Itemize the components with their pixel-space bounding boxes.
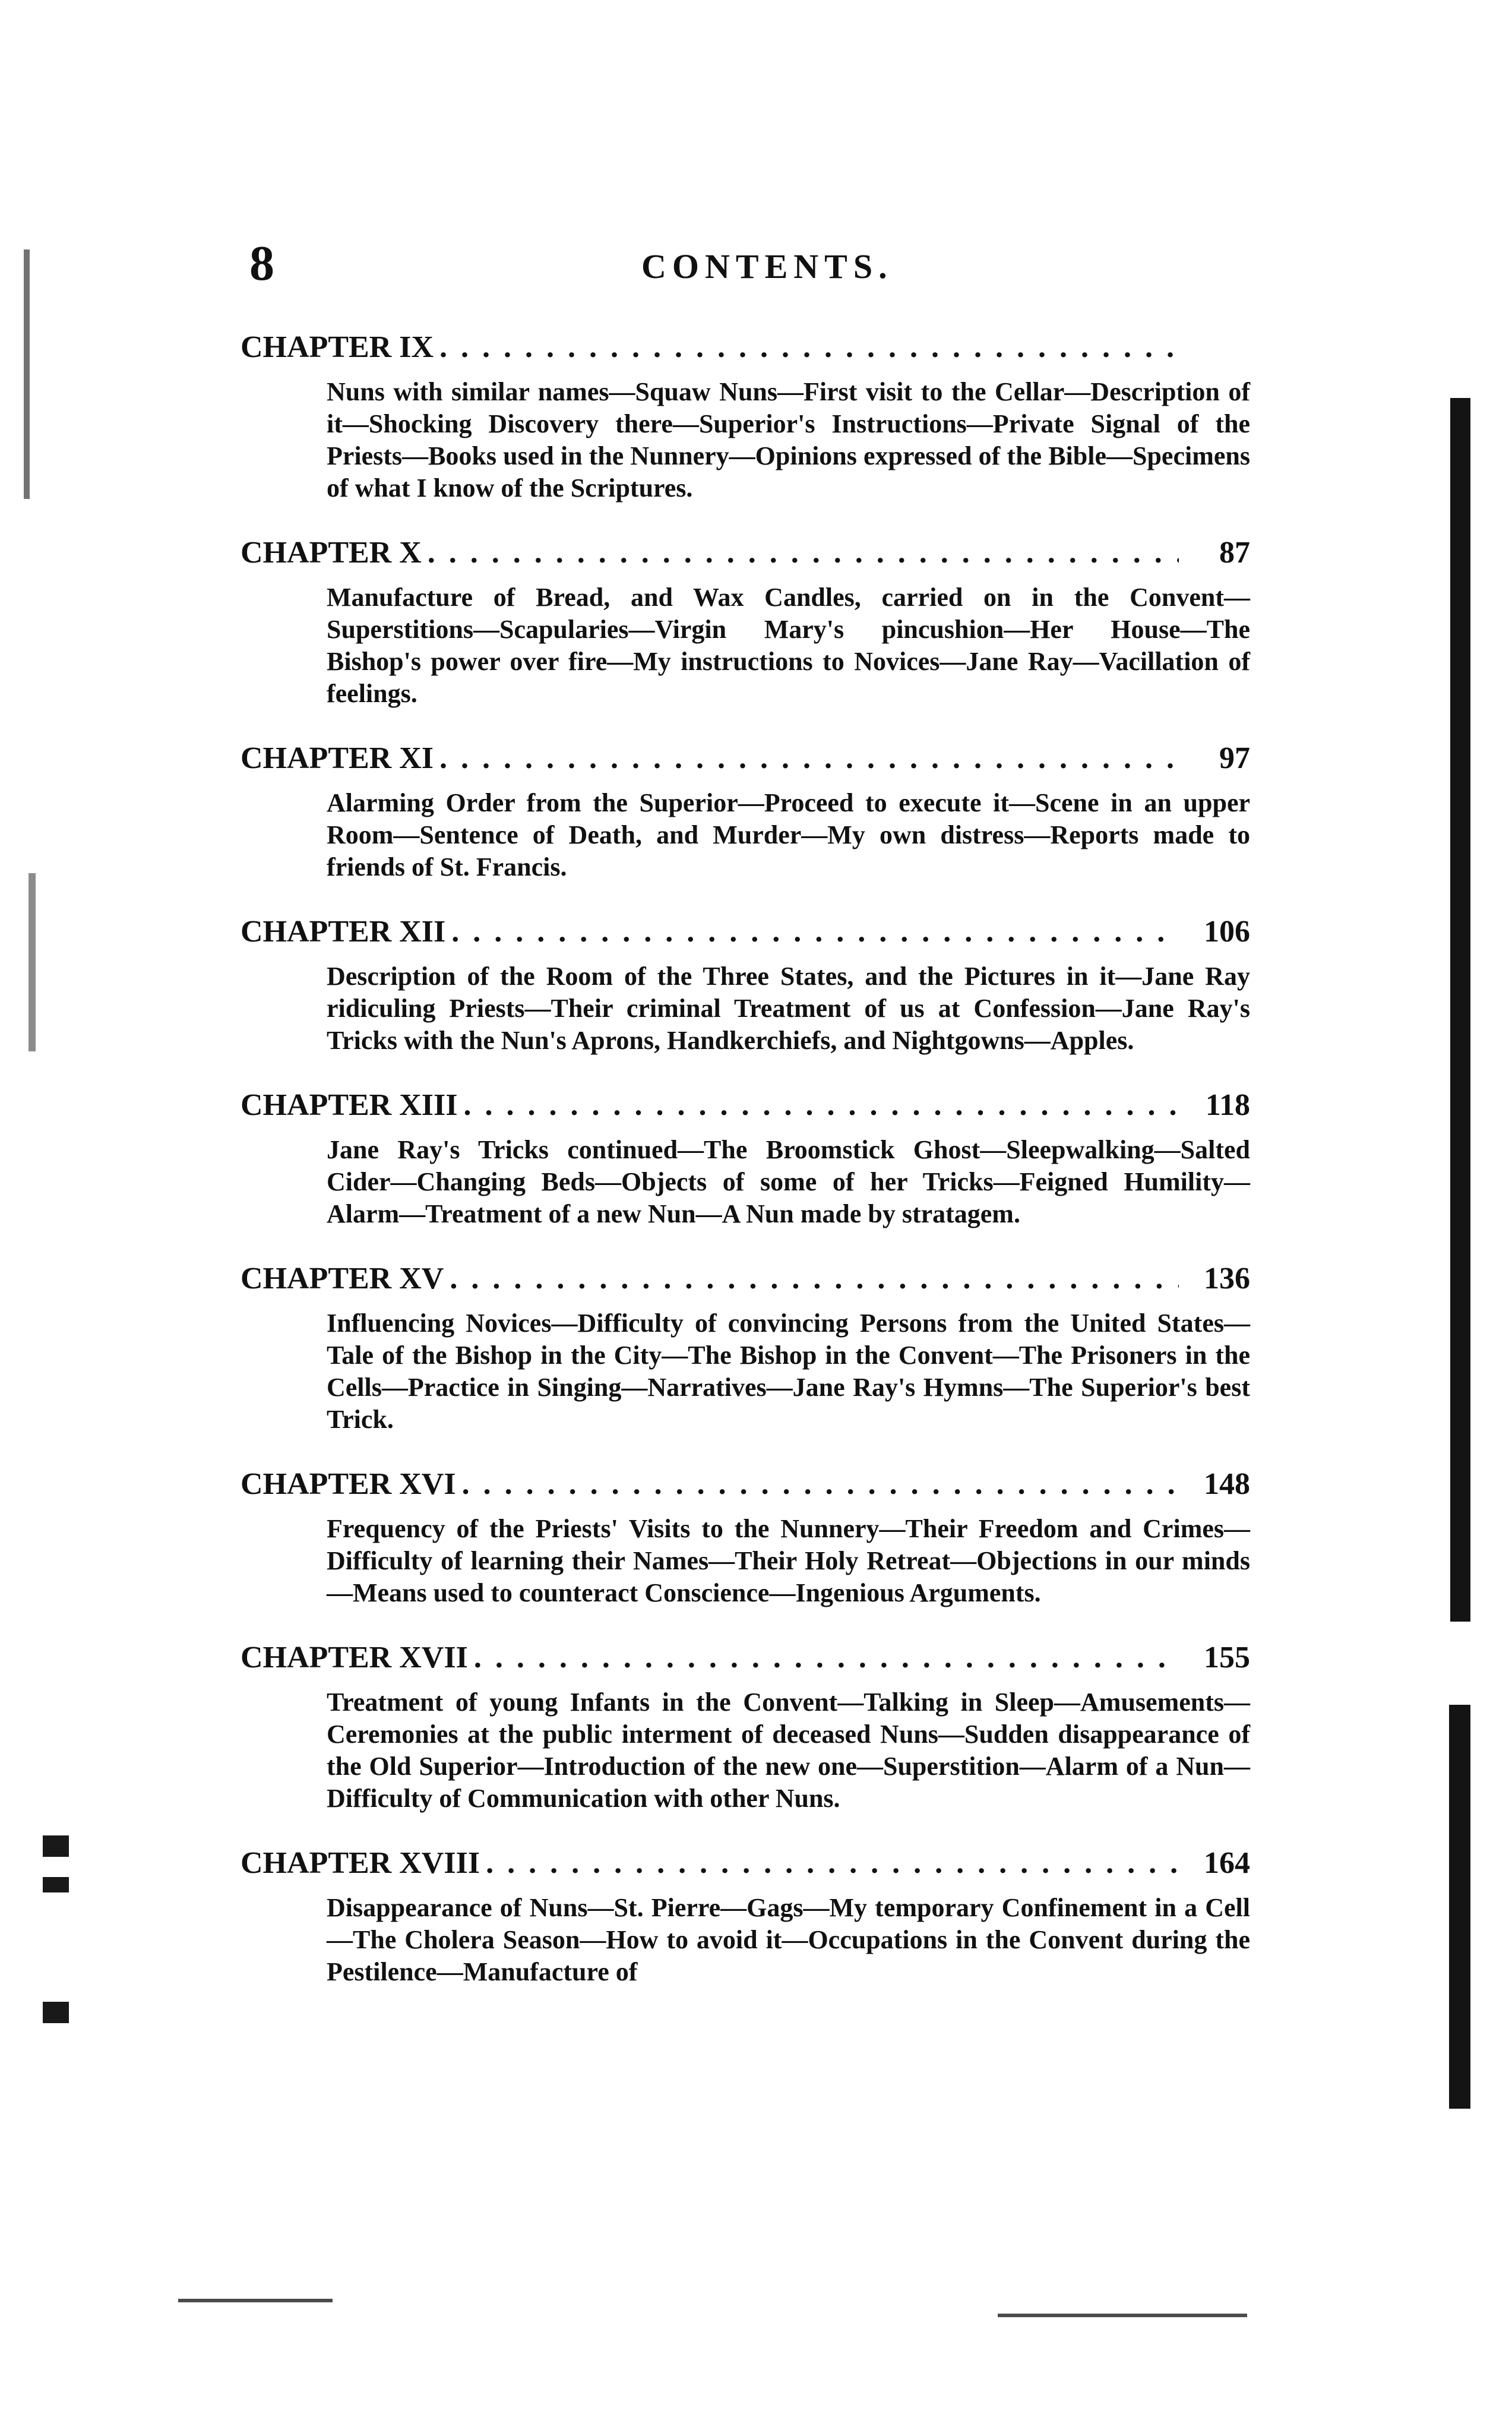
chapter-page: 148 — [1204, 1467, 1250, 1501]
chapter-summary: Alarming Order from the Superior—Proceed to execute it—Scene in an upper Room—Sentence of Death, and Murder—My own distress—Reports made to friends of St. Francis. — [327, 788, 1250, 881]
contents-entry — [241, 1846, 1250, 1988]
chapter-page: 87 — [1219, 536, 1250, 570]
chapter-summary: Nuns with similar names—Squaw Nuns—First visit to the Cellar—Description of it—Shocking Discovery there—Superior's Instructions—Private Signal of the Priests—Books used in the Nunnery—Opinions expressed of the Bible—Specimens of what I know of the Scriptures. — [327, 377, 1250, 503]
scan-edge-bottom-line — [178, 2299, 333, 2302]
chapter-title: CHAPTER XV — [241, 1262, 444, 1296]
chapter-title: CHAPTER IX — [241, 330, 434, 364]
chapter-page: 97 — [1219, 741, 1250, 775]
chapter-page: 164 — [1204, 1846, 1250, 1880]
chapter-page: 136 — [1204, 1262, 1250, 1296]
chapter-summary: Treatment of young Infants in the Convent—Talking in Sleep—Amusements—Ceremonies at the public interment of deceased Nuns—Sudden disappearance of the Old Superior—Introduction of the new one—Superstition—Alarm of a Nun—Difficulty of Communication with other Nuns. — [327, 1688, 1250, 1813]
chapter-line — [241, 1846, 1250, 1885]
running-title: CONTENTS. — [641, 247, 893, 286]
chapter-line — [241, 741, 1250, 780]
contents-entry — [241, 330, 1250, 504]
chapter-page: 118 — [1205, 1088, 1250, 1122]
scan-edge-left-mark-2 — [29, 873, 36, 1051]
chapter-summary: Disappearance of Nuns—St. Pierre—Gags—My temporary Confinement in a Cell—The Cholera Season—How to avoid it—Occupations in the Convent during the Pestilence—Manufacture of — [327, 1893, 1250, 1986]
dot-leader — [474, 1640, 1179, 1675]
contents-entry — [241, 914, 1250, 1057]
chapter-line — [241, 535, 1250, 574]
chapter-title: CHAPTER XIII — [241, 1088, 458, 1122]
page-header — [249, 235, 1259, 306]
dot-leader — [486, 1846, 1179, 1881]
chapter-line — [241, 1640, 1250, 1679]
chapter-title: CHAPTER XI — [241, 741, 434, 775]
chapter-line — [241, 1467, 1250, 1506]
dot-leader — [451, 914, 1179, 949]
scan-edge-left-block-2 — [43, 1877, 69, 1892]
chapter-summary: Influencing Novices—Difficulty of convincing Persons from the United States—Tale of the Bishop in the City—The Bishop in the Convent—The Prisoners in the Cells—Practice in Singing—Narratives—Jane Ray's Hymns—The Superior's best Trick. — [327, 1309, 1250, 1434]
contents-entry — [241, 1261, 1250, 1436]
contents-entry — [241, 1467, 1250, 1609]
scan-edge-left-mark — [24, 249, 30, 499]
chapter-title: CHAPTER XVII — [241, 1641, 468, 1674]
dot-leader — [462, 1467, 1179, 1502]
chapter-title: CHAPTER XVI — [241, 1467, 456, 1501]
scan-edge-right-bar-lower — [1449, 1705, 1470, 2109]
chapter-page: 155 — [1204, 1641, 1250, 1674]
dot-leader — [439, 330, 1179, 365]
chapter-page: 106 — [1204, 915, 1250, 949]
contents-entry — [241, 1088, 1250, 1230]
scan-edge-right-bar — [1450, 398, 1470, 1622]
dot-leader — [428, 535, 1179, 570]
scan-edge-left-block — [43, 1835, 69, 1857]
chapter-line — [241, 1261, 1250, 1300]
chapter-line — [241, 1088, 1250, 1127]
dot-leader — [464, 1088, 1179, 1123]
contents-list — [241, 330, 1250, 2019]
dot-leader — [439, 741, 1179, 776]
chapter-summary: Jane Ray's Tricks continued—The Broomstick Ghost—Sleepwalking—Salted Cider—Changing Beds—Objects of some of her Tricks—Feigned Humility—Alarm—Treatment of a new Nun—A Nun made by stratagem. — [327, 1135, 1250, 1228]
contents-entry — [241, 1640, 1250, 1815]
dot-leader — [450, 1261, 1179, 1296]
chapter-summary: Frequency of the Priests' Visits to the Nunnery—Their Freedom and Crimes—Difficulty of learning their Names—Their Holy Retreat—Objections in our minds—Means used to counteract Conscience—Ingenious Arguments. — [327, 1514, 1250, 1607]
chapter-title: CHAPTER X — [241, 536, 422, 570]
chapter-title: CHAPTER XVIII — [241, 1846, 480, 1880]
chapter-summary: Manufacture of Bread, and Wax Candles, carried on in the Convent—Superstitions—Scapularies—Virgin Mary's pincushion—Her House—The Bishop's power over fire—My instructions to Novices—Jane Ray—Vacillation of feelings. — [327, 583, 1250, 708]
chapter-line — [241, 330, 1250, 369]
page-number: 8 — [249, 236, 274, 291]
scan-edge-bottom-line-2 — [998, 2314, 1247, 2317]
scan-edge-left-block-3 — [43, 2002, 69, 2023]
chapter-title: CHAPTER XII — [241, 915, 446, 949]
chapter-summary: Description of the Room of the Three States, and the Pictures in it—Jane Ray ridiculing Priests—Their criminal Treatment of us at Confession—Jane Ray's Tricks with the Nun's Aprons, Handkerchiefs, and Nightgowns—Apples. — [327, 962, 1250, 1055]
contents-entry — [241, 741, 1250, 883]
chapter-line — [241, 914, 1250, 953]
contents-entry — [241, 535, 1250, 710]
